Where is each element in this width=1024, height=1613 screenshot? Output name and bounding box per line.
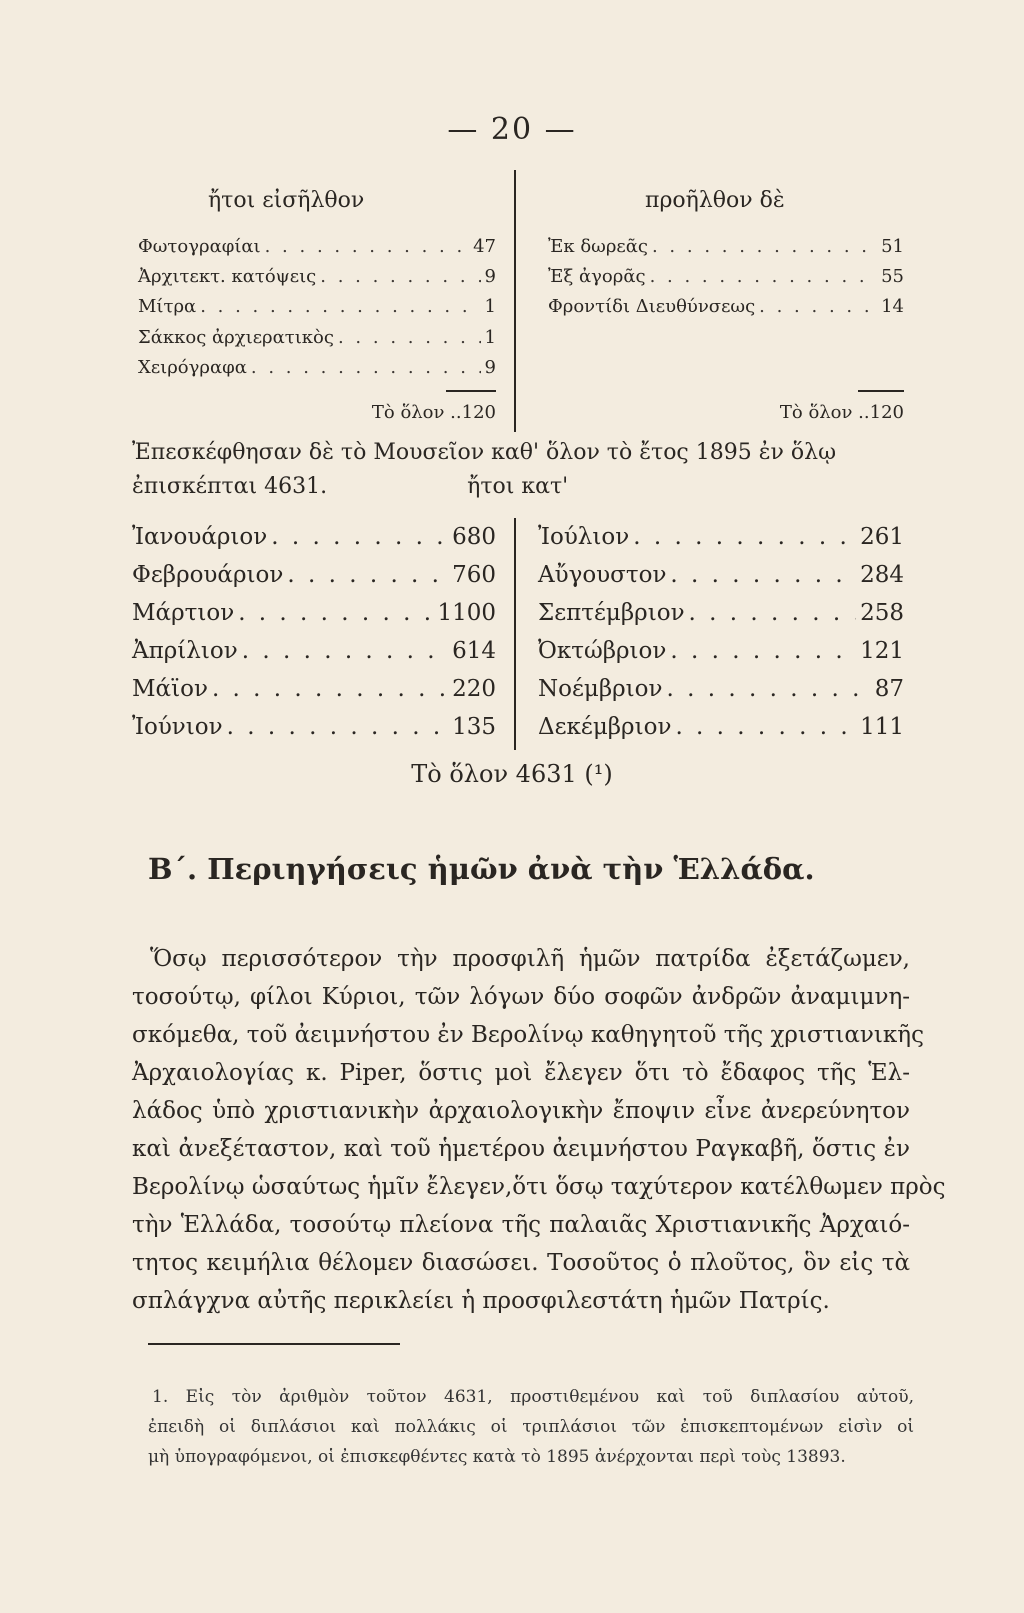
column-divider-top — [514, 170, 516, 432]
visits-total-text: ἐπισκέπται 4631. — [132, 474, 328, 499]
list-item: Μίτρα . . . 1 — [138, 296, 496, 317]
body-line: Ὅσῳ περισσότερον τὴν προσφιλῆ ἡμῶν πατρίδα ἐξετάζωμεν, — [150, 946, 910, 972]
month-row: Σεπτέμβριον . . . 258 — [538, 600, 904, 626]
page-number: — 20 — — [447, 112, 577, 147]
body-line: Βερολίνῳ ὡσαύτως ἡμῖν ἔλεγεν,ὅτι ὅσῳ ταχύτερον κατέλθωμεν πρὸς — [132, 1174, 946, 1200]
body-line: τὴν Ἑλλάδα, τοσούτῳ πλείονα τῆς παλαιᾶς Χριστιανικῆς Ἀρχαιό- — [132, 1212, 910, 1238]
list-item: Χειρόγραφα . . . 9 — [138, 357, 496, 378]
month-row: Ἰούλιον . . . 261 — [538, 524, 904, 550]
list-item: Ἐκ δωρεᾶς . . . 51 — [548, 236, 904, 257]
month-row: Αὔγουστον . . . 284 — [538, 562, 904, 588]
month-row: Νοέμβριον . . . 87 — [538, 676, 904, 702]
footnote-line: 1. Εἰς τὸν ἀριθμὸν τοῦτον 4631, προστιθεμένου καὶ τοῦ διπλασίου αὐτοῦ, — [152, 1387, 914, 1407]
body-line: τοσούτῳ, φίλοι Κύριοι, τῶν λόγων δύο σοφῶν ἀνδρῶν ἀναμιμνη- — [132, 984, 910, 1010]
grand-total: Τὸ ὅλον 4631 (¹) — [411, 760, 613, 788]
left-total-rule — [446, 390, 496, 392]
body-line: σκόμεθα, τοῦ ἀειμνήστου ἐν Βερολίνῳ καθηγητοῦ τῆς χριστιανικῆς — [132, 1022, 924, 1048]
month-row: Μάρτιον . . . 1100 — [132, 600, 496, 626]
right-total-rule — [858, 390, 904, 392]
section-title: Β΄. Περιηγήσεις ἡμῶν ἀνὰ τὴν Ἑλλάδα. — [148, 852, 815, 886]
body-paragraph — [132, 940, 946, 1320]
visits-intro-line1: Ἐπεσκέφθησαν δὲ τὸ Μουσεῖον καθ' ὅλον τὸ ἔτος 1895 ἐν ὅλῳ — [132, 440, 837, 465]
list-item: Σάκκος ἀρχιερατικὸς . . . 1 — [138, 327, 496, 348]
month-row: Ἰούνιον . . . 135 — [132, 714, 496, 740]
body-line: Ἀρχαιολογίας κ. Piper, ὅστις μοὶ ἔλεγεν ὅτι τὸ ἔδαφος τῆς Ἑλ- — [132, 1060, 910, 1086]
month-row: Ὀκτώβριον . . . 121 — [538, 638, 904, 664]
month-row: Ἰανουάριον . . . 680 — [132, 524, 496, 550]
list-item: Ἀρχιτεκτ. κατόψεις . . . 9 — [138, 266, 496, 287]
body-line: λάδος ὑπὸ χριστιανικὴν ἀρχαιολογικὴν ἔποψιν εἶνε ἀνερεύνητον — [132, 1098, 910, 1124]
footnote-line: ἐπειδὴ οἱ διπλάσιοι καὶ πολλάκις οἱ τριπλάσιοι τῶν ἐπισκεπτομένων εἰσὶν οἱ — [148, 1417, 914, 1437]
footnote — [148, 1382, 914, 1472]
right-column-total: Τὸ ὅλον ..120 — [779, 402, 904, 423]
visits-month-intro: ἤτοι κατ' — [467, 474, 569, 499]
month-row: Μάϊον . . . 220 — [132, 676, 496, 702]
column-divider-months — [514, 518, 516, 750]
list-item: Φροντίδι Διευθύνσεως . . . 14 — [548, 296, 904, 317]
list-item: Φωτογραφίαι . . . 47 — [138, 236, 496, 257]
footnote-line: μὴ ὑπογραφόμενοι, οἱ ἐπισκεφθέντες κατὰ τὸ 1895 ἀνέρχονται περὶ τοὺς 13893. — [148, 1447, 846, 1467]
body-line: καὶ ἀνεξέταστον, καὶ τοῦ ἡμετέρου ἀειμνήστου Ραγκαβῆ, ὅστις ἐν — [132, 1136, 910, 1162]
month-row: Φεβρουάριον . . . 760 — [132, 562, 496, 588]
footnote-rule — [148, 1343, 400, 1345]
month-row: Ἀπρίλιον . . . 614 — [132, 638, 496, 664]
right-column-heading: προῆλθον δὲ — [645, 188, 785, 213]
visits-intro-line2 — [132, 474, 568, 499]
left-column-heading: ἤτοι εἰσῆλθον — [208, 188, 365, 213]
month-row: Δεκέμβριον . . . 111 — [538, 714, 904, 740]
body-line: τητος κειμήλια θέλομεν διασώσει. Τοσοῦτος ὁ πλοῦτος, ὃν εἰς τὰ — [132, 1250, 910, 1276]
body-line: σπλάγχνα αὐτῆς περικλείει ἡ προσφιλεστάτη ἡμῶν Πατρίς. — [132, 1288, 830, 1314]
left-column-total: Τὸ ὅλον ..120 — [371, 402, 496, 423]
list-item: Ἐξ ἀγορᾶς . . . 55 — [548, 266, 904, 287]
